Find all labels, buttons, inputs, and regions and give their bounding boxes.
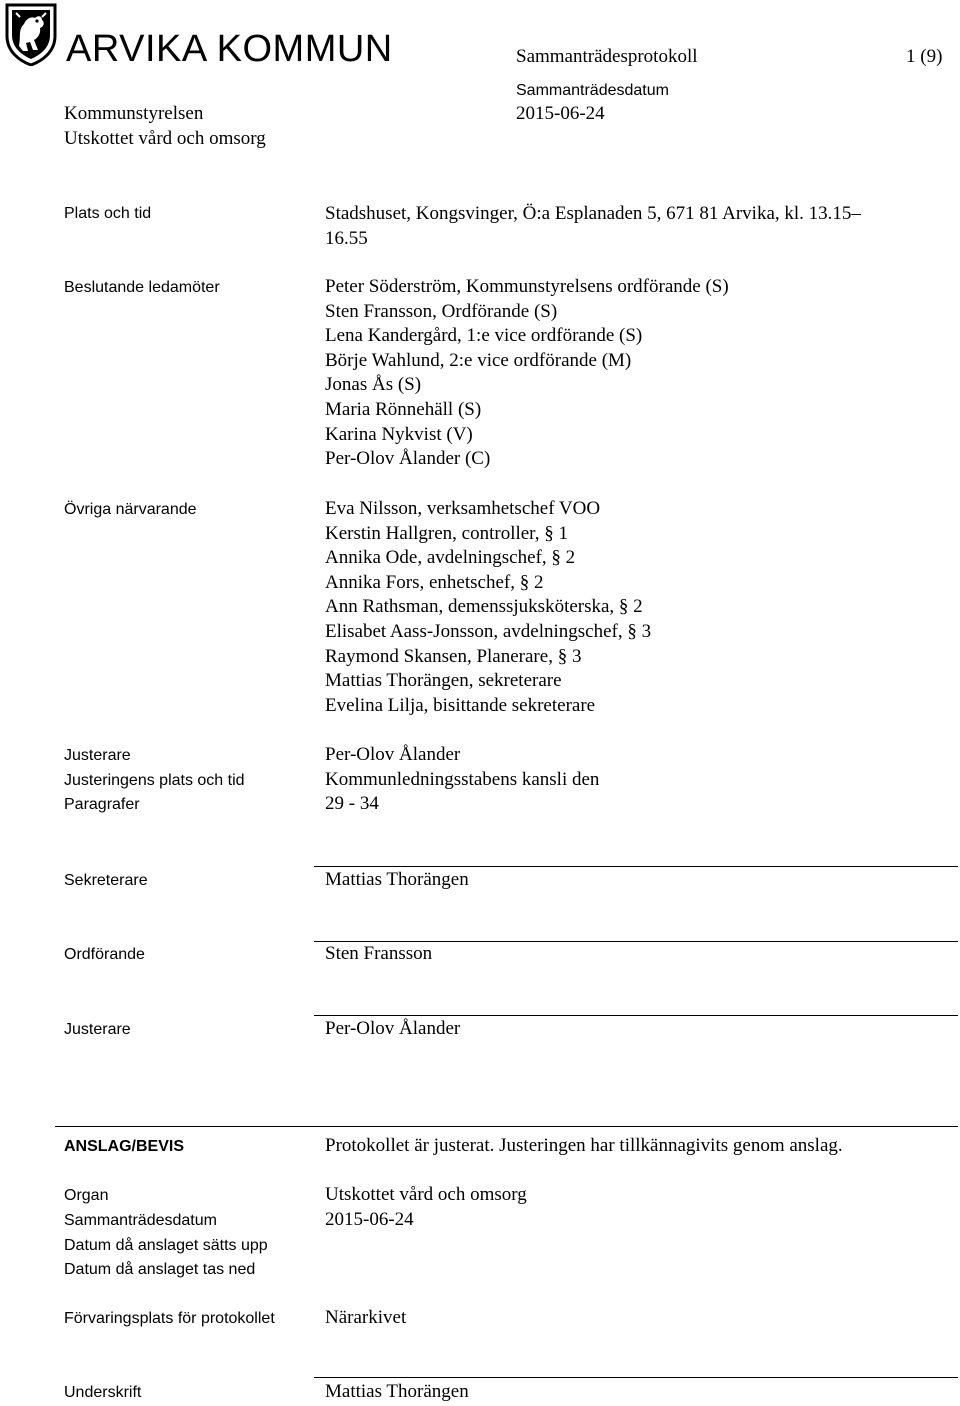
member-item: Sten Fransson, Ordförande (S)	[325, 300, 558, 322]
municipality-name: ARVIKA KOMMUN	[66, 28, 393, 70]
header-date-label: Sammanträdesdatum	[516, 82, 669, 99]
other-attendee: Mattias Thorängen, sekreterare	[325, 670, 562, 692]
place-value-line: 16.55	[325, 227, 368, 249]
document-type: Sammanträdesprotokoll	[516, 46, 698, 67]
page-number: 1 (9)	[906, 46, 943, 67]
notice-signature-value: Mattias Thorängen	[325, 1381, 469, 1402]
other-attendee: Raymond Skansen, Planerare, § 3	[325, 645, 582, 667]
members-label: Beslutande ledamöter	[64, 279, 220, 296]
coat-of-arms-logo	[4, 2, 58, 66]
signature-label-adjuster: Justerare	[64, 1021, 131, 1038]
other-attendee: Eva Nilsson, verksamhetschef VOO	[325, 498, 601, 519]
signature-name-adjuster: Per-Olov Ålander	[325, 1018, 461, 1039]
signature-line	[314, 1015, 958, 1016]
posted-date-label: Datum då anslaget sätts upp	[64, 1237, 268, 1254]
paragraphs-value: 29 - 34	[325, 793, 379, 814]
member-item: Lena Kandergård, 1:e vice ordförande (S)	[325, 325, 643, 347]
organ-label: Organ	[64, 1187, 109, 1204]
members-list	[325, 275, 729, 472]
notice-signature-label: Underskrift	[64, 1384, 142, 1401]
storage-value: Närarkivet	[325, 1307, 407, 1328]
signature-line	[314, 941, 958, 942]
member-item: Maria Rönnehäll (S)	[325, 398, 482, 420]
notice-title: ANSLAG/BEVIS	[64, 1138, 185, 1155]
notice-date-value: 2015-06-24	[325, 1209, 414, 1230]
adjust-place-label: Justeringens plats och tid	[64, 772, 245, 789]
other-attendee: Kerstin Hallgren, controller, § 1	[325, 522, 569, 544]
member-item: Peter Söderström, Kommunstyrelsens ordförande (S)	[325, 276, 729, 297]
others-list	[325, 497, 651, 718]
signature-label-chair: Ordförande	[64, 946, 145, 963]
paragraphs-label: Paragrafer	[64, 796, 140, 813]
removed-date-label: Datum då anslaget tas ned	[64, 1261, 256, 1278]
organ-value: Utskottet vård och omsorg	[325, 1184, 527, 1205]
organization-name: Kommunstyrelsen	[64, 103, 204, 124]
other-attendee: Annika Ode, avdelningschef, § 2	[325, 547, 576, 569]
committee-name: Utskottet vård och omsorg	[64, 128, 266, 149]
signature-line	[314, 1377, 958, 1378]
place-label: Plats och tid	[64, 205, 152, 222]
adjuster-value: Per-Olov Ålander	[325, 744, 461, 765]
member-item: Jonas Ås (S)	[325, 374, 422, 396]
header-date-value: 2015-06-24	[516, 103, 605, 124]
other-attendee: Elisabet Aass-Jonsson, avdelningschef, § 3	[325, 620, 652, 642]
other-attendee: Evelina Lilja, bisittande sekreterare	[325, 694, 596, 716]
signature-name-secretary: Mattias Thorängen	[325, 869, 469, 890]
adjust-place-value: Kommunledningsstabens kansli den	[325, 769, 600, 790]
signature-name-chair: Sten Fransson	[325, 943, 433, 964]
member-item: Per-Olov Ålander (C)	[325, 448, 491, 470]
member-item: Karina Nykvist (V)	[325, 423, 473, 445]
signature-line	[314, 866, 958, 867]
other-attendee: Ann Rathsman, demenssjuksköterska, § 2	[325, 596, 643, 618]
notice-date-label: Sammanträdesdatum	[64, 1212, 217, 1229]
notice-statement: Protokollet är justerat. Justeringen har tillkännagivits genom anslag.	[325, 1135, 843, 1156]
notice-divider	[55, 1126, 958, 1127]
place-value-line: Stadshuset, Kongsvinger, Ö:a Esplanaden 5, 671 81 Arvika, kl. 13.15–	[325, 203, 861, 224]
place-value	[325, 202, 861, 251]
member-item: Börje Wahlund, 2:e vice ordförande (M)	[325, 349, 632, 371]
others-label: Övriga närvarande	[64, 501, 197, 518]
storage-label: Förvaringsplats för protokollet	[64, 1310, 275, 1327]
adjuster-label: Justerare	[64, 747, 131, 764]
signature-label-secretary: Sekreterare	[64, 872, 148, 889]
other-attendee: Annika Fors, enhetschef, § 2	[325, 571, 544, 593]
